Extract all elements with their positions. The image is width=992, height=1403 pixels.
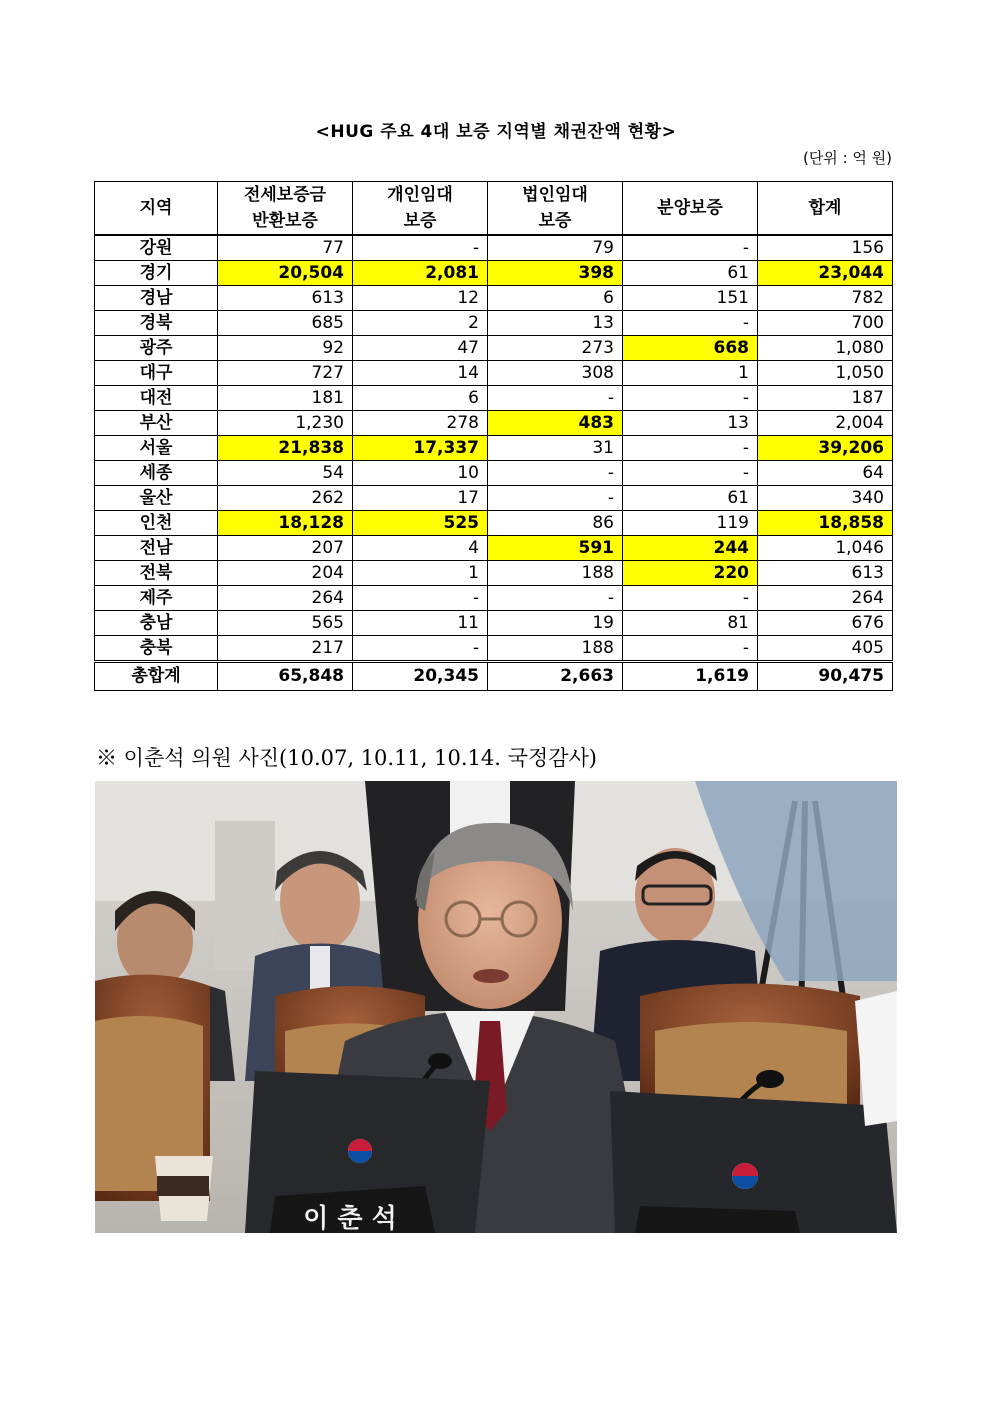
table-row — [95, 261, 893, 286]
column-header-line: 전세보증금 — [243, 185, 327, 205]
value-cell: 405 — [758, 636, 893, 662]
total-value-cell: 20,345 — [353, 662, 488, 691]
value-cell: - — [353, 235, 488, 261]
value-cell: 2 — [353, 311, 488, 336]
value-cell: 187 — [758, 386, 893, 411]
region-cell: 서울 — [95, 436, 218, 461]
assembly-photo — [95, 781, 897, 1233]
table-row — [95, 336, 893, 361]
value-cell: 6 — [488, 286, 623, 311]
column-header — [488, 182, 623, 236]
value-cell: 14 — [353, 361, 488, 386]
value-cell: 591 — [488, 536, 623, 561]
value-cell: 20,504 — [218, 261, 353, 286]
table-row — [95, 536, 893, 561]
value-cell: - — [488, 586, 623, 611]
value-cell: - — [353, 636, 488, 662]
paper-cup — [155, 1156, 213, 1221]
column-header — [758, 182, 893, 236]
value-cell: - — [353, 586, 488, 611]
region-cell: 경남 — [95, 286, 218, 311]
value-cell: 2,004 — [758, 411, 893, 436]
value-cell: 12 — [353, 286, 488, 311]
value-cell: 782 — [758, 286, 893, 311]
value-cell: 1,230 — [218, 411, 353, 436]
unit-label: (단위 : 억 원) — [802, 149, 892, 167]
region-cell: 세종 — [95, 461, 218, 486]
column-header-line: 보증 — [403, 211, 437, 231]
value-cell: 13 — [623, 411, 758, 436]
value-cell: 13 — [488, 311, 623, 336]
region-cell: 울산 — [95, 486, 218, 511]
table-header-row — [95, 182, 893, 236]
value-cell: - — [623, 461, 758, 486]
value-cell: 483 — [488, 411, 623, 436]
value-cell: 613 — [758, 561, 893, 586]
value-cell: - — [623, 235, 758, 261]
value-cell: 525 — [353, 511, 488, 536]
table-row — [95, 286, 893, 311]
value-cell: 1,080 — [758, 336, 893, 361]
value-cell: 19 — [488, 611, 623, 636]
region-cell: 충남 — [95, 611, 218, 636]
value-cell: 18,128 — [218, 511, 353, 536]
value-cell: 188 — [488, 636, 623, 662]
column-header-line: 합계 — [808, 198, 842, 218]
value-cell: 398 — [488, 261, 623, 286]
column-header-line: 개인임대 — [387, 185, 453, 205]
document-title: <HUG 주요 4대 보증 지역별 채권잔액 현황> — [315, 122, 677, 142]
region-cell: 전북 — [95, 561, 218, 586]
value-cell: 6 — [353, 386, 488, 411]
region-cell: 경기 — [95, 261, 218, 286]
table-row — [95, 235, 893, 261]
value-cell: - — [488, 486, 623, 511]
column-header-line: 보증 — [538, 211, 572, 231]
value-cell: 244 — [623, 536, 758, 561]
value-cell: 54 — [218, 461, 353, 486]
value-cell: 2,081 — [353, 261, 488, 286]
value-cell: 262 — [218, 486, 353, 511]
value-cell: 79 — [488, 235, 623, 261]
column-header-line: 법인임대 — [522, 185, 588, 205]
value-cell: 217 — [218, 636, 353, 662]
total-value-cell: 1,619 — [623, 662, 758, 691]
total-row — [95, 662, 893, 691]
value-cell: 188 — [488, 561, 623, 586]
total-value-cell: 90,475 — [758, 662, 893, 691]
value-cell: 264 — [758, 586, 893, 611]
value-cell: 1 — [353, 561, 488, 586]
value-cell: 64 — [758, 461, 893, 486]
value-cell: 340 — [758, 486, 893, 511]
column-header-line: 분양보증 — [657, 198, 723, 218]
table-row — [95, 486, 893, 511]
value-cell: 11 — [353, 611, 488, 636]
value-cell: 151 — [623, 286, 758, 311]
value-cell: 61 — [623, 261, 758, 286]
value-cell: 17,337 — [353, 436, 488, 461]
value-cell: 10 — [353, 461, 488, 486]
value-cell: - — [623, 386, 758, 411]
value-cell: - — [488, 461, 623, 486]
value-cell: 676 — [758, 611, 893, 636]
guarantee-balance-table — [94, 181, 893, 691]
value-cell: 21,838 — [218, 436, 353, 461]
value-cell: 31 — [488, 436, 623, 461]
table-row — [95, 586, 893, 611]
column-header — [353, 182, 488, 236]
photo-caption: ※ 이춘석 의원 사진(10.07, 10.11, 10.14. 국정감사) — [96, 746, 597, 770]
value-cell: 61 — [623, 486, 758, 511]
column-header — [218, 182, 353, 236]
table-row — [95, 561, 893, 586]
region-cell: 부산 — [95, 411, 218, 436]
table-row — [95, 511, 893, 536]
region-cell: 제주 — [95, 586, 218, 611]
value-cell: 685 — [218, 311, 353, 336]
value-cell: 278 — [353, 411, 488, 436]
column-header-line: 반환보증 — [252, 211, 318, 231]
region-cell: 경북 — [95, 311, 218, 336]
value-cell: 273 — [488, 336, 623, 361]
table-row — [95, 311, 893, 336]
column-header-line: 지역 — [139, 198, 173, 218]
value-cell: 207 — [218, 536, 353, 561]
value-cell: 1,050 — [758, 361, 893, 386]
table-row — [95, 461, 893, 486]
value-cell: 727 — [218, 361, 353, 386]
table-row — [95, 361, 893, 386]
value-cell: 181 — [218, 386, 353, 411]
column-header — [623, 182, 758, 236]
value-cell: - — [623, 586, 758, 611]
value-cell: 17 — [353, 486, 488, 511]
region-cell: 대구 — [95, 361, 218, 386]
value-cell: 264 — [218, 586, 353, 611]
value-cell: 220 — [623, 561, 758, 586]
value-cell: 47 — [353, 336, 488, 361]
value-cell: - — [623, 636, 758, 662]
value-cell: 77 — [218, 235, 353, 261]
value-cell: - — [623, 311, 758, 336]
total-label-cell: 총합계 — [95, 662, 218, 691]
value-cell: 613 — [218, 286, 353, 311]
table-row — [95, 611, 893, 636]
value-cell: 86 — [488, 511, 623, 536]
table-body — [95, 235, 893, 691]
value-cell: 156 — [758, 235, 893, 261]
value-cell: - — [623, 436, 758, 461]
nameplate-text: 이 춘 석 — [303, 1204, 397, 1233]
value-cell: 4 — [353, 536, 488, 561]
region-cell: 대전 — [95, 386, 218, 411]
value-cell: 39,206 — [758, 436, 893, 461]
value-cell: 119 — [623, 511, 758, 536]
value-cell: - — [488, 386, 623, 411]
region-cell: 전남 — [95, 536, 218, 561]
region-cell: 강원 — [95, 235, 218, 261]
value-cell: 1,046 — [758, 536, 893, 561]
region-cell: 충북 — [95, 636, 218, 662]
table-row — [95, 436, 893, 461]
photo-illustration — [95, 781, 897, 1233]
value-cell: 92 — [218, 336, 353, 361]
table-row — [95, 386, 893, 411]
value-cell: 668 — [623, 336, 758, 361]
value-cell: 204 — [218, 561, 353, 586]
value-cell: 700 — [758, 311, 893, 336]
value-cell: 1 — [623, 361, 758, 386]
value-cell: 18,858 — [758, 511, 893, 536]
value-cell: 23,044 — [758, 261, 893, 286]
region-cell: 광주 — [95, 336, 218, 361]
column-header — [95, 182, 218, 236]
total-value-cell: 2,663 — [488, 662, 623, 691]
table-row — [95, 636, 893, 662]
value-cell: 308 — [488, 361, 623, 386]
table-row — [95, 411, 893, 436]
value-cell: 81 — [623, 611, 758, 636]
value-cell: 565 — [218, 611, 353, 636]
total-value-cell: 65,848 — [218, 662, 353, 691]
region-cell: 인천 — [95, 511, 218, 536]
